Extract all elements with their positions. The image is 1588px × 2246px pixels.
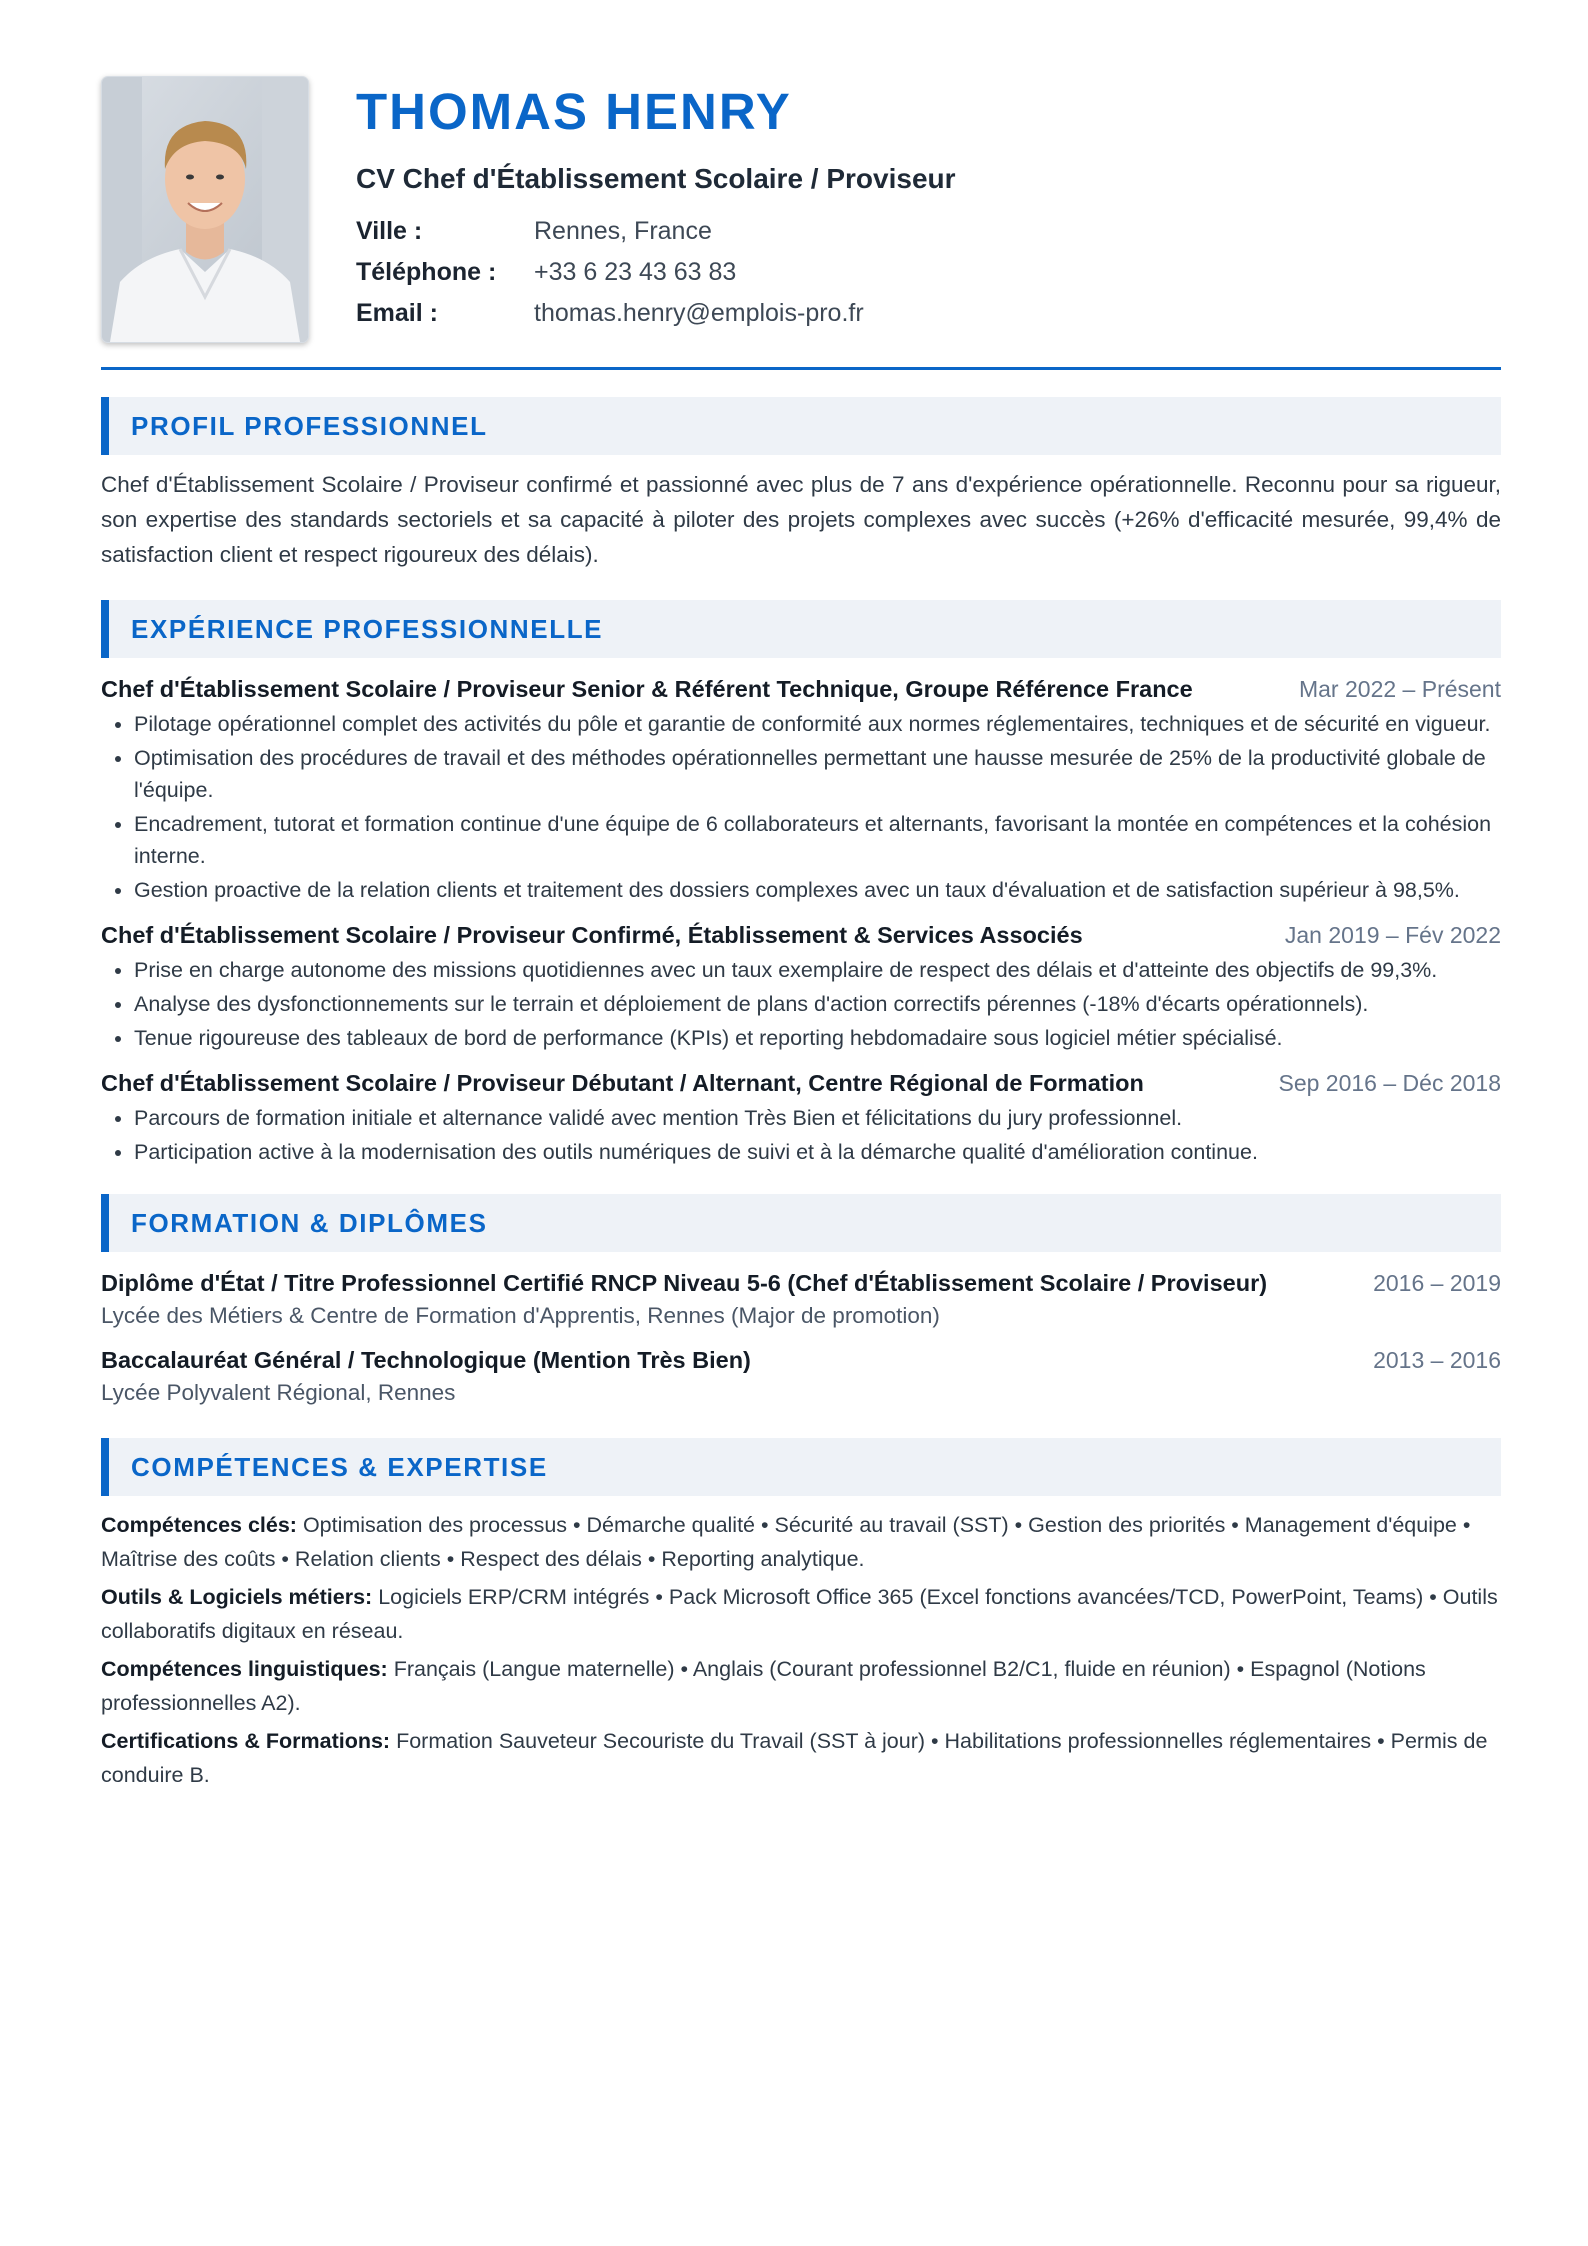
job-bullets	[101, 708, 1501, 906]
job-title: Chef d'Établissement Scolaire / Proviseur Confirmé, Établissement & Services Associés	[101, 922, 1083, 948]
job-title: Chef d'Établissement Scolaire / Proviseur Senior & Référent Technique, Groupe Référence France	[101, 676, 1193, 702]
email-label: Email :	[356, 299, 438, 327]
job-bullet: • Pilotage opérationnel complet des activités du pôle et garantie de conformité aux normes réglementaires, techniques et de sécurité en vigueur.	[134, 708, 1501, 740]
skill-item	[101, 1724, 1501, 1792]
job-date: Mar 2022 – Présent	[1298, 676, 1501, 702]
job-date: Jan 2019 – Fév 2022	[1284, 922, 1501, 948]
job-bullet: • Tenue rigoureuse des tableaux de bord de performance (KPIs) et reporting hebdomadaire sous logiciel métier spécialisé.	[134, 1022, 1501, 1054]
cv-header	[101, 76, 1501, 343]
skill-text: Logiciels ERP/CRM intégrés • Pack Microsoft Office 365 (Excel fonctions avancées/TCD, PowerPoint, Teams) • Outils collaboratifs digitaux en réseau.	[101, 1585, 1498, 1643]
job-entry	[101, 676, 1501, 906]
skills-list	[101, 1508, 1501, 1792]
job-title: Chef d'Établissement Scolaire / Proviseur Débutant / Alternant, Centre Régional de Formation	[101, 1070, 1144, 1096]
section-heading-experience: EXPÉRIENCE PROFESSIONNELLE	[101, 600, 1501, 658]
education-date: 2013 – 2016	[1373, 1347, 1501, 1373]
job-bullet: • Encadrement, tutorat et formation continue d'une équipe de 6 collaborateurs et alternants, favorisant la montée en compétences et la cohésion interne.	[134, 808, 1501, 872]
education-title: Baccalauréat Général / Technologique (Mention Très Bien)	[101, 1347, 751, 1373]
job-bullet: • Analyse des dysfonctionnements sur le terrain et déploiement de plans d'action correctifs pérennes (-18% d'écarts opérationnels).	[134, 988, 1501, 1020]
skill-label: Outils & Logiciels métiers:	[101, 1585, 373, 1609]
skill-text: Formation Sauveteur Secouriste du Travail (SST à jour) • Habilitations professionnelles réglementaires • Permis de conduire B.	[101, 1729, 1488, 1787]
skill-item	[101, 1652, 1501, 1720]
contact-details	[356, 217, 956, 328]
skill-item	[101, 1580, 1501, 1648]
job-entry	[101, 1070, 1501, 1168]
phone-value[interactable]: +33 6 23 43 63 83	[534, 258, 737, 286]
education-entry	[101, 1270, 1501, 1329]
section-heading-profile: PROFIL PROFESSIONNEL	[101, 397, 1501, 455]
section-heading-skills: COMPÉTENCES & EXPERTISE	[101, 1438, 1501, 1496]
email-value[interactable]: thomas.henry@emplois-pro.fr	[534, 299, 864, 327]
phone-label: Téléphone :	[356, 258, 497, 286]
job-bullet: • Optimisation des procédures de travail et des méthodes opérationnelles permettant une hausse mesurée de 25% de la productivité globale de l'équipe.	[134, 742, 1501, 806]
education-title: Diplôme d'État / Titre Professionnel Certifié RNCP Niveau 5-6 (Chef d'Établissement Scolaire / Proviseur)	[101, 1270, 1268, 1296]
job-entry	[101, 922, 1501, 1054]
city-label: Ville :	[356, 217, 423, 245]
city-value: Rennes, France	[534, 217, 712, 245]
education-school: Lycée des Métiers & Centre de Formation d'Apprentis, Rennes (Major de promotion)	[101, 1303, 940, 1328]
profile-photo	[101, 76, 309, 343]
cv-title: CV Chef d'Établissement Scolaire / Proviseur	[356, 163, 956, 194]
education-date: 2016 – 2019	[1373, 1270, 1501, 1296]
education-entry	[101, 1347, 1501, 1406]
education-school: Lycée Polyvalent Régional, Rennes	[101, 1380, 456, 1405]
job-bullet: • Gestion proactive de la relation clients et traitement des dossiers complexes avec un taux d'évaluation et de satisfaction supérieur à 98,5%.	[134, 874, 1501, 906]
section-heading-education: FORMATION & DIPLÔMES	[101, 1194, 1501, 1252]
skill-label: Certifications & Formations:	[101, 1729, 391, 1753]
skill-text: Optimisation des processus • Démarche qualité • Sécurité au travail (SST) • Gestion des priorités • Management d'équipe • Maîtrise des coûts • Relation clients • Respect des délais • Reporting analytique.	[101, 1513, 1471, 1571]
skill-item	[101, 1508, 1501, 1576]
portrait-image	[102, 77, 308, 342]
profile-summary: Chef d'Établissement Scolaire / Proviseur confirmé et passionné avec plus de 7 ans d'expérience opérationnelle. Reconnu pour sa rigueur, son expertise des standards sectoriels et sa capacité à piloter des projets complexes avec succès (+26% d'efficacité mesurée, 99,4% de satisfaction client et respect rigoureux des délais).	[101, 472, 1501, 567]
skill-label: Compétences linguistiques:	[101, 1657, 388, 1681]
skill-label: Compétences clés:	[101, 1513, 297, 1537]
job-bullet: • Parcours de formation initiale et alternance validé avec mention Très Bien et félicitations du jury professionnel.	[134, 1102, 1501, 1134]
skill-text: Français (Langue maternelle) • Anglais (Courant professionnel B2/C1, fluide en réunion) • Espagnol (Notions professionnelles A2).	[101, 1657, 1426, 1715]
job-date: Sep 2016 – Déc 2018	[1278, 1070, 1501, 1096]
header-divider	[101, 367, 1501, 370]
job-bullet: • Participation active à la modernisation des outils numériques de suivi et à la démarche qualité d'amélioration continue.	[134, 1136, 1501, 1168]
job-bullet: • Prise en charge autonome des missions quotidiennes avec un taux exemplaire de respect des délais et d'atteinte des objectifs de 99,3%.	[134, 954, 1501, 986]
candidate-name: THOMAS HENRY	[356, 83, 792, 140]
job-bullets	[101, 1102, 1501, 1168]
header-info	[356, 76, 956, 328]
job-bullets	[101, 954, 1501, 1054]
